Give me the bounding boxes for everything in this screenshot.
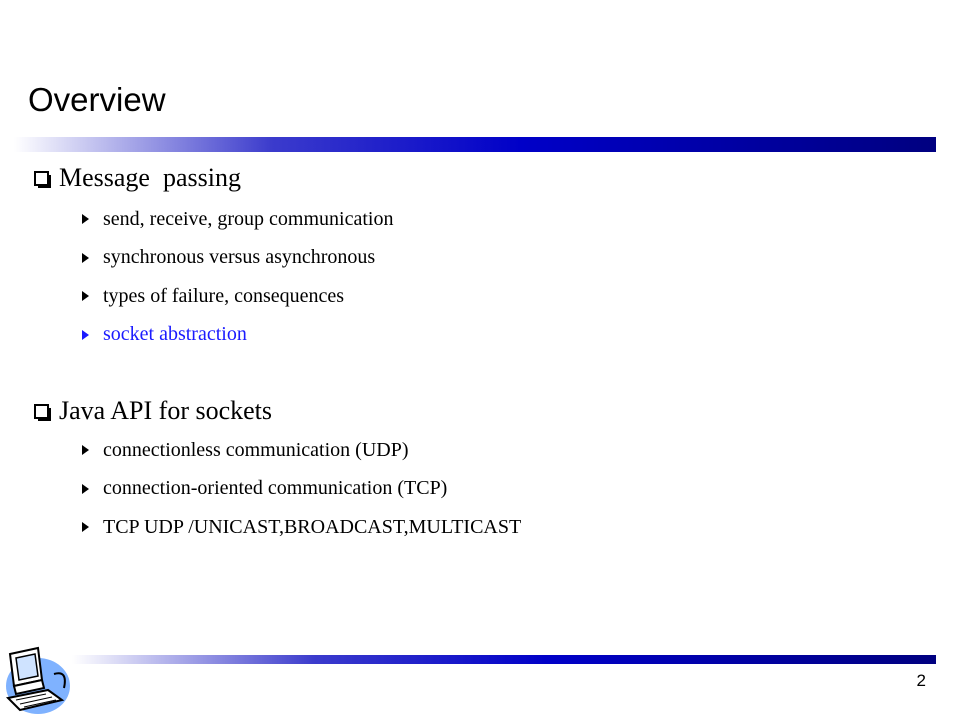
list-item-text: socket abstraction [103, 323, 247, 346]
section-heading-text: Message passing [59, 163, 241, 192]
triangle-arrow-icon [82, 484, 89, 494]
list-item [82, 508, 521, 547]
triangle-arrow-icon [82, 445, 89, 455]
section-heading [34, 395, 521, 427]
bullet-list [34, 200, 393, 354]
list-item-highlighted [82, 316, 393, 355]
list-item-text: types of failure, consequences [103, 284, 345, 307]
slide-title: Overview [28, 81, 166, 118]
section-java-api [34, 395, 521, 547]
triangle-arrow-icon [82, 291, 89, 301]
section-message-passing [34, 162, 393, 354]
computer-clipart-icon [2, 634, 74, 718]
list-item [82, 239, 393, 278]
list-item-text: send, receive, group communication [103, 207, 394, 230]
list-item [82, 431, 521, 470]
list-item [82, 277, 393, 316]
section-heading [34, 162, 393, 194]
list-item-text: synchronous versus asynchronous [103, 246, 376, 269]
page-number: 2 [916, 671, 926, 690]
list-item-text: connectionless communication (UDP) [103, 438, 409, 461]
list-item-text: connection-oriented communication (TCP) [103, 477, 448, 500]
bullet-list [34, 431, 521, 547]
list-item [82, 200, 393, 239]
triangle-arrow-icon [82, 253, 89, 263]
section-heading-text: Java API for sockets [59, 396, 273, 425]
checkbox-icon [34, 404, 49, 419]
title-divider [14, 137, 936, 152]
list-item [82, 470, 521, 509]
triangle-arrow-icon [82, 214, 89, 224]
list-item-text: TCP UDP /UNICAST,BROADCAST,MULTICAST [103, 515, 522, 538]
footer-divider [72, 655, 936, 664]
triangle-arrow-icon [82, 330, 89, 340]
checkbox-icon [34, 171, 49, 186]
triangle-arrow-icon [82, 522, 89, 532]
